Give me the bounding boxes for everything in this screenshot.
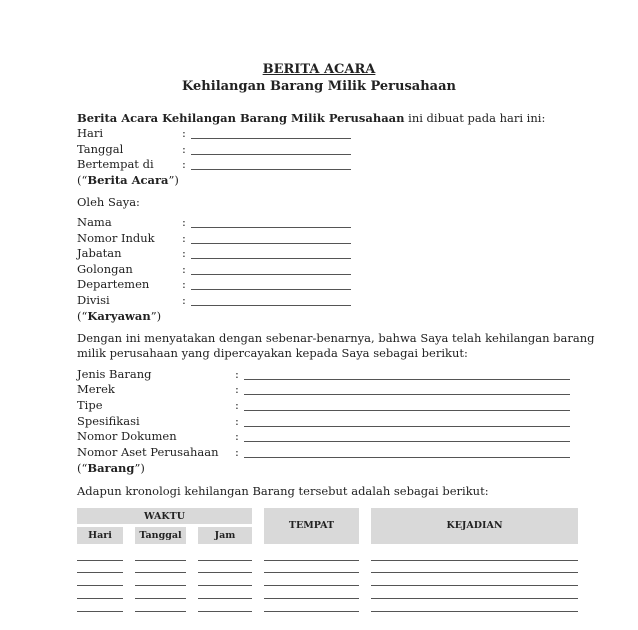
field-spesifikasi — [77, 414, 577, 429]
fill-line[interactable] — [191, 274, 351, 275]
statement-line-1: Dengan ini menyatakan dengan sebenar-benarnya, bahwa Saya telah kehilangan barang — [77, 331, 595, 345]
fill-line[interactable] — [191, 289, 351, 290]
defined-term: Karyawan — [87, 309, 151, 323]
table-fill-line[interactable] — [371, 585, 578, 586]
fill-line[interactable] — [191, 258, 351, 259]
field-colon: : — [182, 246, 186, 260]
field-label: Departemen — [77, 277, 150, 291]
intro-bold: Berita Acara Kehilangan Barang Milik Perusahaan — [77, 111, 405, 125]
field-label: Divisi — [77, 293, 110, 307]
field-colon: : — [182, 157, 186, 171]
table-fill-line[interactable] — [198, 560, 252, 561]
quote-close: ”) — [168, 173, 179, 187]
fill-line[interactable] — [191, 138, 351, 139]
field-merek — [77, 382, 577, 397]
statement-line-2: milik perusahaan yang dipercayakan kepada Saya sebagai berikut: — [77, 346, 468, 360]
field-divisi — [77, 293, 357, 308]
quote-open: (“ — [77, 461, 88, 475]
field-colon: : — [182, 262, 186, 276]
table-fill-line[interactable] — [198, 611, 252, 612]
table-fill-line[interactable] — [264, 598, 359, 599]
field-label: Bertempat di — [77, 157, 154, 171]
field-colon: : — [235, 382, 239, 396]
field-label: Jenis Barang — [77, 367, 152, 381]
field-label: Hari — [77, 126, 104, 140]
fill-line[interactable] — [244, 426, 570, 427]
defined-term: Berita Acara — [87, 173, 169, 187]
jam-header: Jam — [214, 530, 236, 541]
table-fill-line[interactable] — [135, 585, 186, 586]
waktu-header: WAKTU — [143, 511, 186, 522]
field-label: Spesifikasi — [77, 414, 140, 428]
table-fill-line[interactable] — [77, 598, 123, 599]
tempat-header: TEMPAT — [288, 520, 335, 531]
table-fill-line[interactable] — [371, 560, 578, 561]
field-tanggal — [77, 142, 357, 157]
field-label: Nomor Induk — [77, 231, 155, 245]
intro-paragraph — [77, 111, 545, 125]
field-label: Nomor Dokumen — [77, 429, 177, 443]
kejadian-header: KEJADIAN — [446, 520, 503, 531]
fill-line[interactable] — [244, 394, 570, 395]
table-fill-line[interactable] — [371, 598, 578, 599]
table-fill-line[interactable] — [77, 585, 123, 586]
fill-line[interactable] — [191, 305, 351, 306]
field-colon: : — [182, 277, 186, 291]
barang-definition — [77, 461, 145, 475]
fill-line[interactable] — [244, 410, 570, 411]
quote-open: (“ — [77, 309, 88, 323]
quote-close: ”) — [134, 461, 145, 475]
field-colon: : — [182, 293, 186, 307]
field-jenis-barang — [77, 367, 577, 382]
table-fill-line[interactable] — [77, 611, 123, 612]
field-label: Merek — [77, 382, 115, 396]
field-colon: : — [235, 414, 239, 428]
document-subtitle: Kehilangan Barang Milik Perusahaan — [182, 79, 456, 94]
table-fill-line[interactable] — [135, 572, 186, 573]
fill-line[interactable] — [244, 457, 570, 458]
field-nomor-induk — [77, 231, 357, 246]
field-tipe — [77, 398, 577, 413]
field-label: Nama — [77, 215, 112, 229]
table-fill-line[interactable] — [371, 572, 578, 573]
field-bertempat — [77, 157, 357, 172]
field-label: Tanggal — [77, 142, 124, 156]
field-label: Golongan — [77, 262, 133, 276]
field-colon: : — [182, 231, 186, 245]
table-fill-line[interactable] — [135, 598, 186, 599]
fill-line[interactable] — [191, 227, 351, 228]
table-fill-line[interactable] — [371, 611, 578, 612]
field-colon: : — [235, 367, 239, 381]
table-fill-line[interactable] — [264, 611, 359, 612]
field-colon: : — [182, 142, 186, 156]
table-fill-line[interactable] — [264, 585, 359, 586]
fill-line[interactable] — [191, 169, 351, 170]
quote-close: ”) — [150, 309, 162, 323]
defined-term: Barang — [87, 461, 135, 475]
chronology-text: Adapun kronologi kehilangan Barang tersebut adalah sebagai berikut: — [77, 484, 489, 498]
table-fill-line[interactable] — [264, 572, 359, 573]
field-colon: : — [235, 445, 239, 459]
table-fill-line[interactable] — [135, 560, 186, 561]
table-fill-line[interactable] — [135, 611, 186, 612]
field-colon: : — [182, 215, 186, 229]
hari-header: Hari — [88, 530, 112, 541]
field-jabatan — [77, 246, 357, 261]
field-label: Jabatan — [77, 246, 122, 260]
intro-rest: ini dibuat pada hari ini: — [404, 111, 546, 125]
field-label: Tipe — [77, 398, 103, 412]
field-hari — [77, 126, 357, 141]
table-fill-line[interactable] — [198, 585, 252, 586]
quote-open: (“ — [77, 173, 88, 187]
field-nomor-aset — [77, 445, 577, 460]
field-colon: : — [182, 126, 186, 140]
field-nama — [77, 215, 357, 230]
table-fill-line[interactable] — [77, 560, 123, 561]
field-colon: : — [235, 398, 239, 412]
tanggal-header: Tanggal — [139, 530, 182, 541]
fill-line[interactable] — [244, 441, 570, 442]
document-title: BERITA ACARA — [262, 62, 376, 77]
field-label: Nomor Aset Perusahaan — [77, 445, 219, 459]
table-fill-line[interactable] — [198, 598, 252, 599]
field-colon: : — [235, 429, 239, 443]
table-fill-line[interactable] — [77, 572, 123, 573]
fill-line[interactable] — [191, 154, 351, 155]
field-golongan — [77, 262, 357, 277]
fill-line[interactable] — [191, 243, 351, 244]
berita-acara-definition — [77, 173, 179, 187]
table-fill-line[interactable] — [198, 572, 252, 573]
by-me-text: Oleh Saya: — [77, 195, 140, 209]
fill-line[interactable] — [244, 379, 570, 380]
field-nomor-dokumen — [77, 429, 577, 444]
table-fill-line[interactable] — [264, 560, 359, 561]
field-departemen — [77, 277, 357, 292]
karyawan-definition — [77, 309, 161, 323]
